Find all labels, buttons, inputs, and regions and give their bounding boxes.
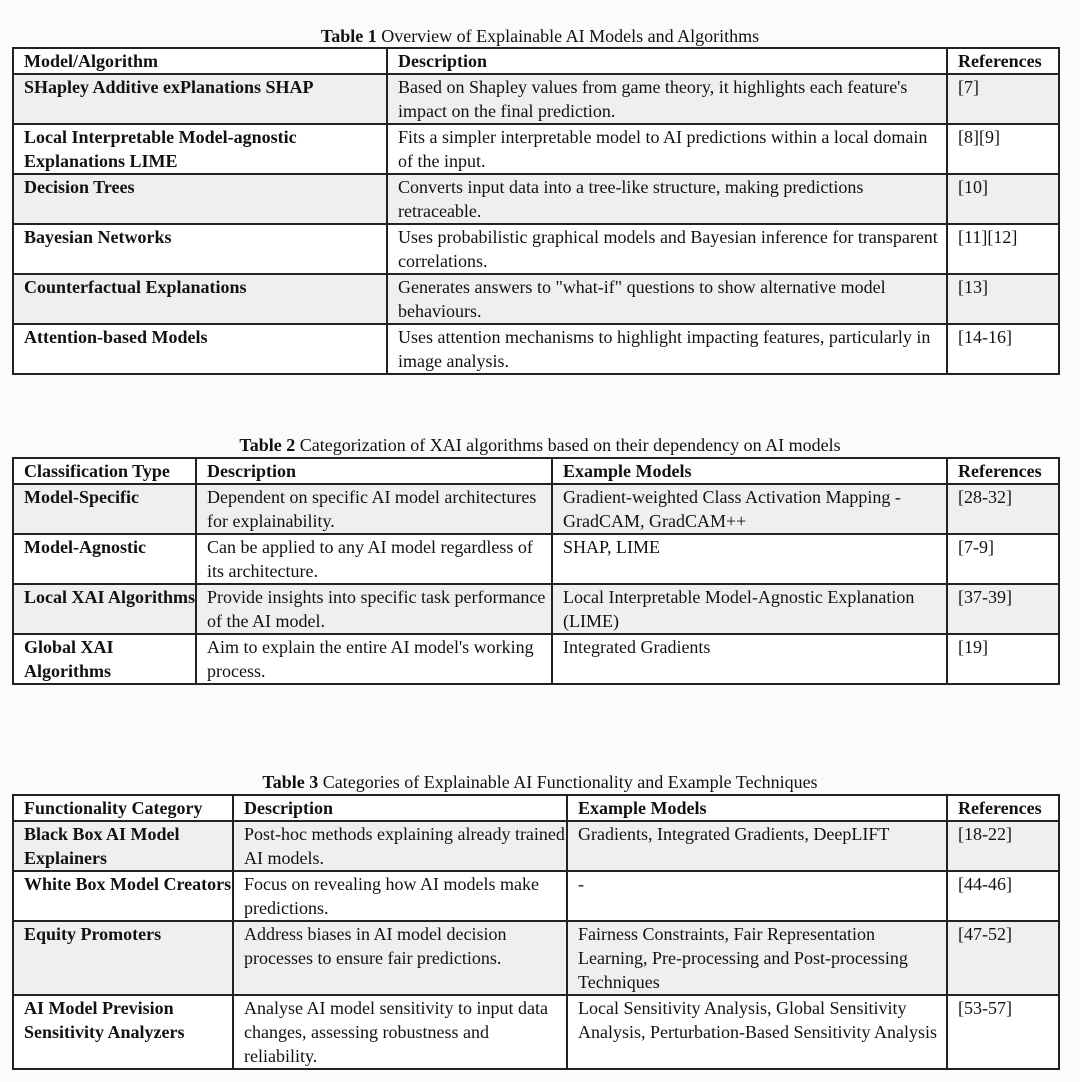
table-cell: [18-22] (947, 821, 1059, 871)
table-cell: [11][12] (947, 224, 1059, 274)
table-row (13, 174, 1059, 224)
table-cell: [8][9] (947, 124, 1059, 174)
table-cell: Black Box AI Model Explainers (13, 821, 233, 871)
table-cell: AI Model Prevision Sensitivity Analyzers (13, 995, 233, 1069)
table2-header: Example Models (552, 458, 947, 484)
table-cell: [7-9] (947, 534, 1059, 584)
table2-caption (0, 434, 1080, 456)
table-cell: Fairness Constraints, Fair Representation Learning, Pre-processing and Post-processing Techniques (567, 921, 947, 995)
table1-title: Overview of Explainable AI Models and Algorithms (381, 26, 760, 46)
table-cell: Dependent on specific AI model architectures for explainability. (196, 484, 552, 534)
table-cell: Local Sensitivity Analysis, Global Sensitivity Analysis, Perturbation-Based Sensitivity Analysis (567, 995, 947, 1069)
table-cell: Based on Shapley values from game theory, it highlights each feature's impact on the final prediction. (387, 74, 947, 124)
table-cell: [47-52] (947, 921, 1059, 995)
table3-header: Functionality Category (13, 795, 233, 821)
table-cell: Can be applied to any AI model regardless of its architecture. (196, 534, 552, 584)
table3-header: Description (233, 795, 567, 821)
table-cell: White Box Model Creators (13, 871, 233, 921)
table-cell: Uses probabilistic graphical models and Bayesian inference for transparent correlations. (387, 224, 947, 274)
table1 (12, 47, 1060, 375)
table-row (13, 224, 1059, 274)
table-cell: Attention-based Models (13, 324, 387, 374)
table-cell: Provide insights into specific task performance of the AI model. (196, 584, 552, 634)
table-cell: Integrated Gradients (552, 634, 947, 684)
table2-header: References (947, 458, 1059, 484)
table-row (13, 534, 1059, 584)
table-cell: SHAP, LIME (552, 534, 947, 584)
table-cell: [13] (947, 274, 1059, 324)
table-row (13, 584, 1059, 634)
table3-caption (0, 771, 1080, 793)
table3-header: Example Models (567, 795, 947, 821)
table-cell: Local Interpretable Model-Agnostic Explanation (LIME) (552, 584, 947, 634)
table-cell: Post-hoc methods explaining already trained AI models. (233, 821, 567, 871)
table-row (13, 821, 1059, 871)
table-cell: Counterfactual Explanations (13, 274, 387, 324)
table-cell: Local Interpretable Model-agnostic Explanations LIME (13, 124, 387, 174)
table3 (12, 794, 1060, 1070)
table-cell: Equity Promoters (13, 921, 233, 995)
table-cell: [53-57] (947, 995, 1059, 1069)
table-cell: [10] (947, 174, 1059, 224)
table-cell: Bayesian Networks (13, 224, 387, 274)
table-cell: [19] (947, 634, 1059, 684)
table3-header-row (13, 795, 1059, 821)
table-cell: Model-Agnostic (13, 534, 196, 584)
table1-header: Description (387, 48, 947, 74)
table-row (13, 995, 1059, 1069)
table2-label: Table 2 (239, 435, 296, 455)
table-cell: [7] (947, 74, 1059, 124)
table-cell: - (567, 871, 947, 921)
table-row (13, 274, 1059, 324)
table3-label: Table 3 (262, 772, 319, 792)
table-cell: [44-46] (947, 871, 1059, 921)
table-row (13, 74, 1059, 124)
table-row (13, 921, 1059, 995)
table2 (12, 457, 1060, 685)
table1-header-row (13, 48, 1059, 74)
table2-title: Categorization of XAI algorithms based on their dependency on AI models (299, 435, 841, 455)
table-cell: Generates answers to "what-if" questions to show alternative model behaviours. (387, 274, 947, 324)
table1-header: Model/Algorithm (13, 48, 387, 74)
table3-header: References (947, 795, 1059, 821)
table2-header-row (13, 458, 1059, 484)
table3-title: Categories of Explainable AI Functionality and Example Techniques (322, 772, 818, 792)
table-cell: [28-32] (947, 484, 1059, 534)
table-cell: [14-16] (947, 324, 1059, 374)
table-cell: Aim to explain the entire AI model's working process. (196, 634, 552, 684)
table-cell: Gradients, Integrated Gradients, DeepLIFT (567, 821, 947, 871)
table-cell: Converts input data into a tree-like structure, making predictions retraceable. (387, 174, 947, 224)
table2-header: Classification Type (13, 458, 196, 484)
table1-header: References (947, 48, 1059, 74)
table-cell: Analyse AI model sensitivity to input data changes, assessing robustness and reliability. (233, 995, 567, 1069)
table-row (13, 124, 1059, 174)
table-cell: Global XAI Algorithms (13, 634, 196, 684)
table2-header: Description (196, 458, 552, 484)
table-cell: Fits a simpler interpretable model to AI predictions within a local domain of the input. (387, 124, 947, 174)
table-cell: Uses attention mechanisms to highlight impacting features, particularly in image analysis. (387, 324, 947, 374)
table-cell: Decision Trees (13, 174, 387, 224)
table-row (13, 634, 1059, 684)
table-row (13, 871, 1059, 921)
table-cell: Local XAI Algorithms (13, 584, 196, 634)
table-row (13, 484, 1059, 534)
table1-label: Table 1 (320, 26, 377, 46)
table-cell: SHapley Additive exPlanations SHAP (13, 74, 387, 124)
table-cell: Address biases in AI model decision processes to ensure fair predictions. (233, 921, 567, 995)
table-cell: Gradient-weighted Class Activation Mapping - GradCAM, GradCAM++ (552, 484, 947, 534)
table-cell: Focus on revealing how AI models make predictions. (233, 871, 567, 921)
table-row (13, 324, 1059, 374)
table-cell: Model-Specific (13, 484, 196, 534)
table-cell: [37-39] (947, 584, 1059, 634)
table1-caption (0, 25, 1080, 47)
